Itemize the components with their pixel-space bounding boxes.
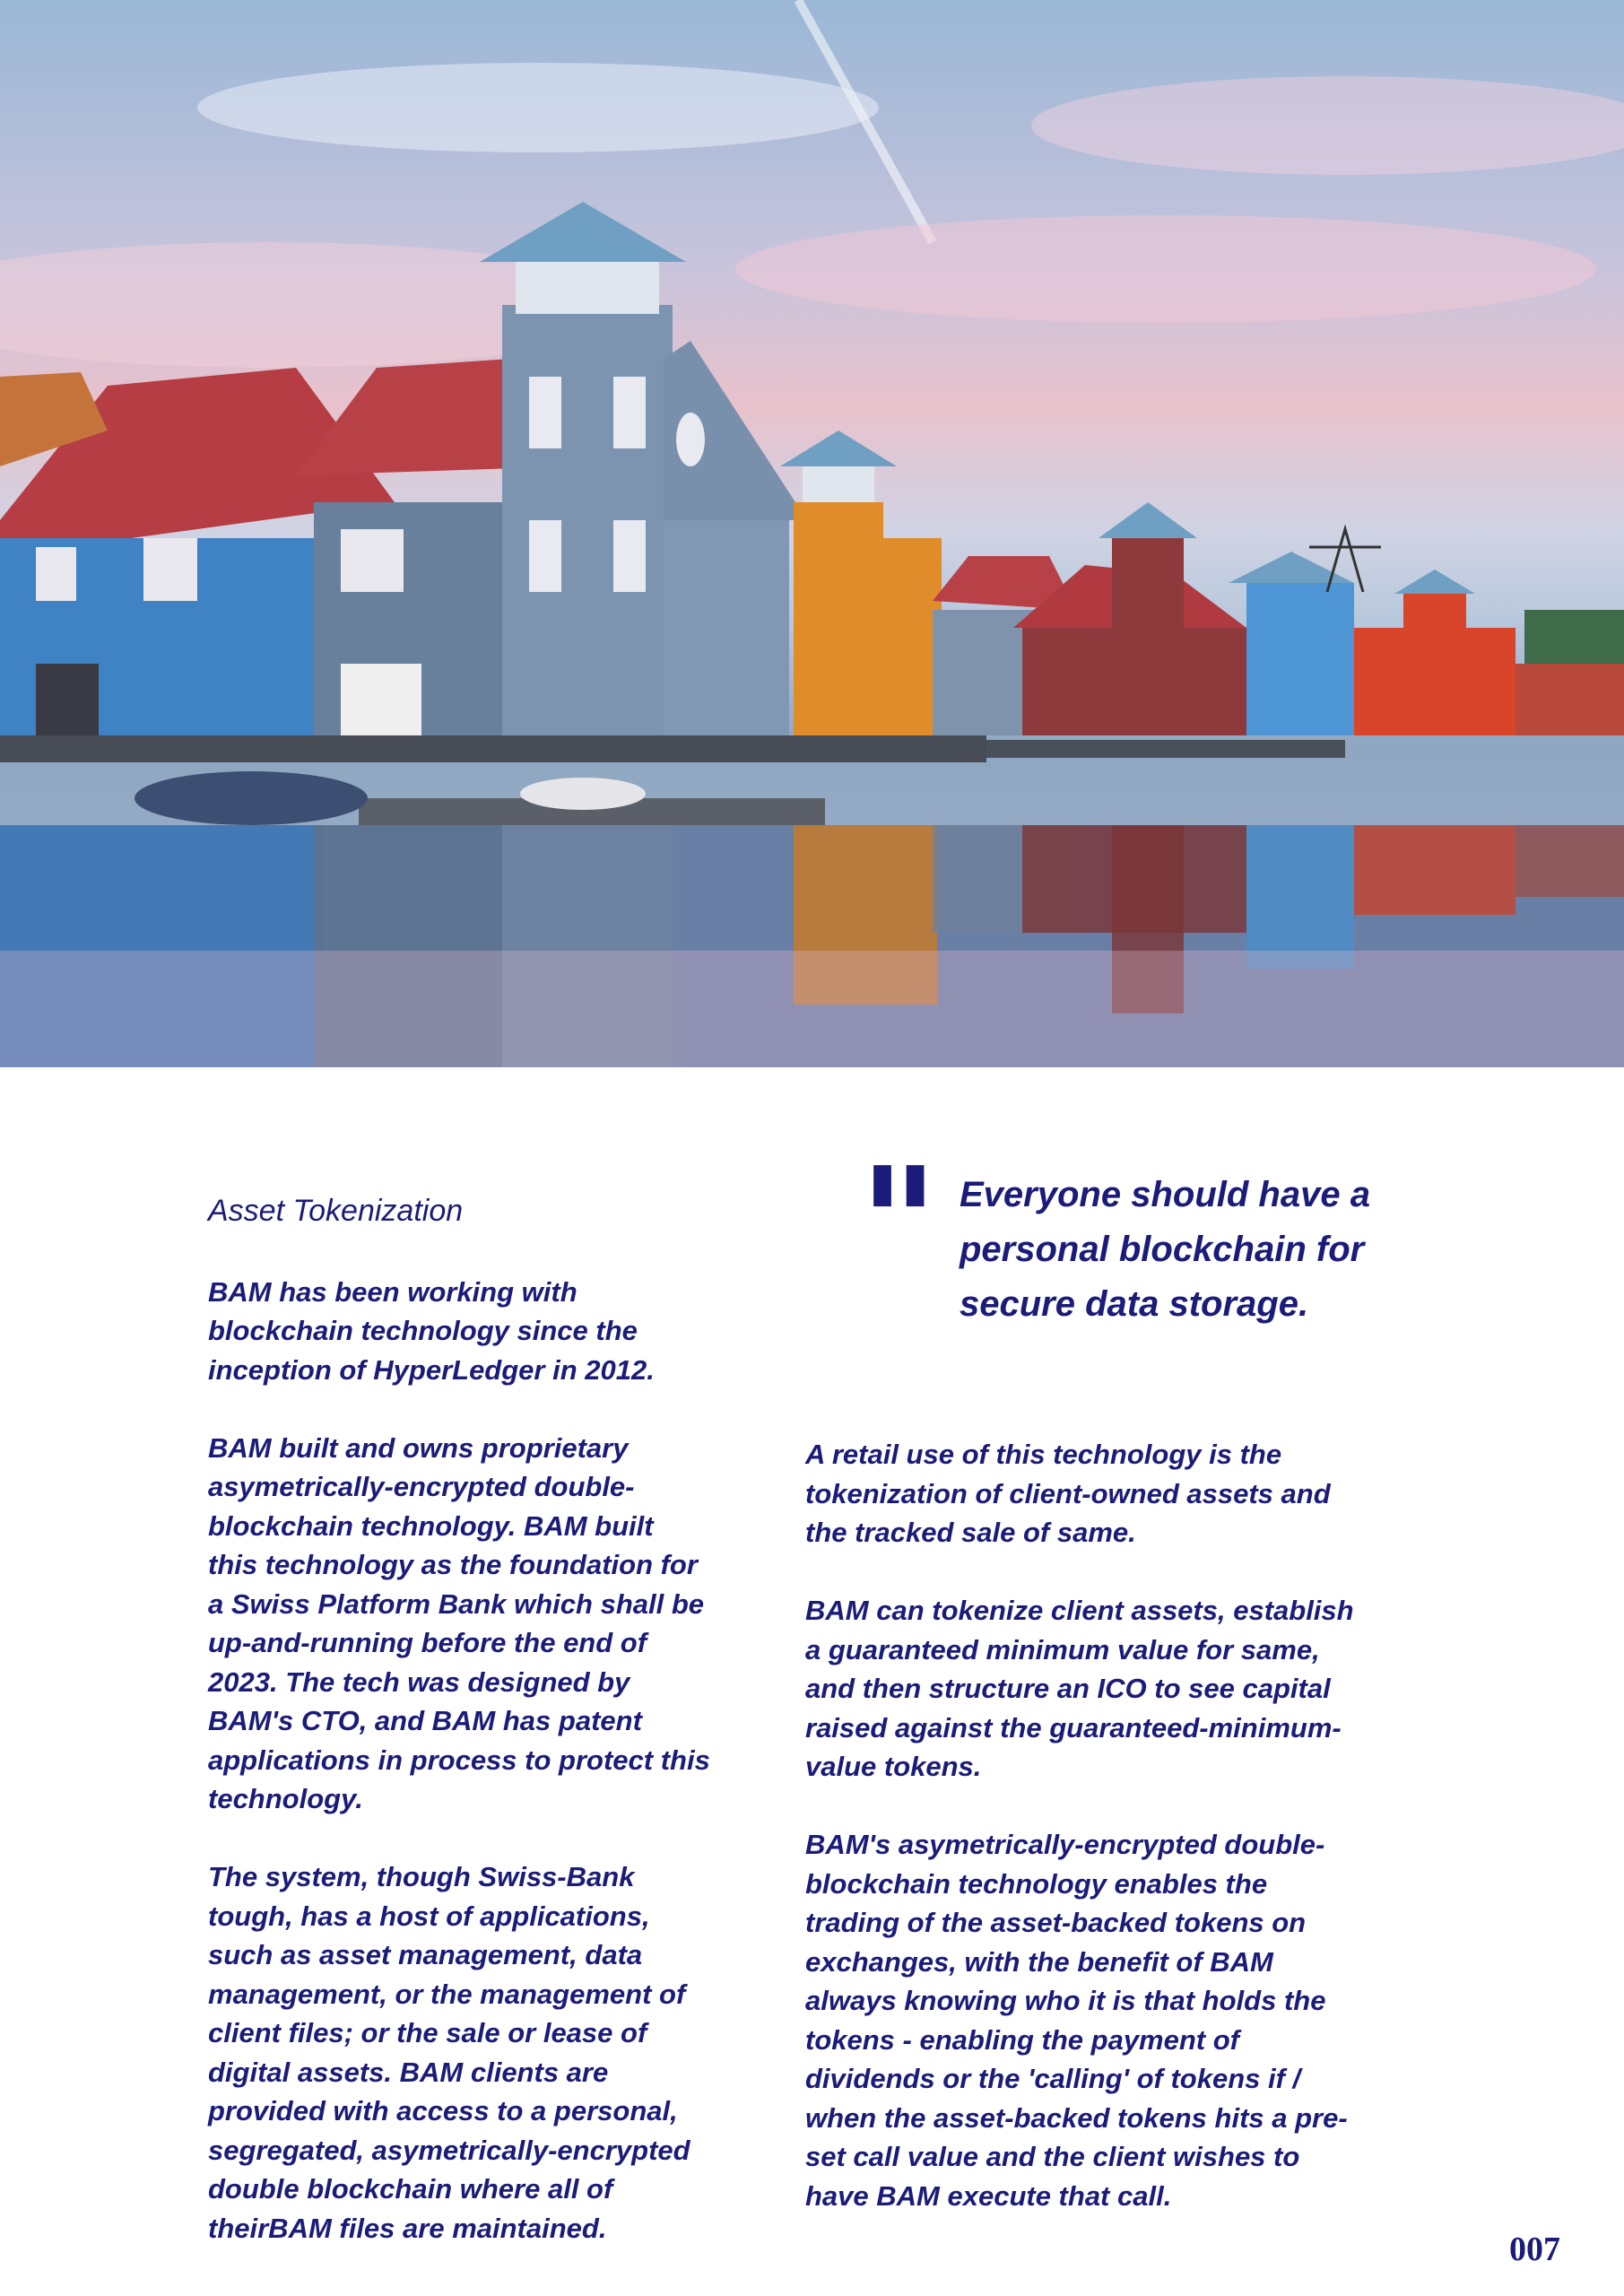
quote-mark-icon: " — [859, 1135, 930, 1313]
paragraph: A retail use of this technology is the tokenization of client-owned assets and the tracked sale of same. — [805, 1439, 1331, 1548]
houses-illustration — [0, 0, 1624, 1067]
paragraph: BAM's asymetrically-encrypted double-blockchain technology enables the trading of the asset-backed tokens on exchanges, with the benefit of BAM always knowing who it is that holds the tokens - enabling the payment of dividends or the 'calling' of tokens if / when the asset-backed tokens hits a pre-set call value and the client wishes to have BAM execute that call. — [805, 1829, 1348, 2212]
paragraph: BAM built and owns proprietary asymetrically-encrypted double-blockchain technology. BAM built this technology as the foundation for a Swiss Platform Bank which shall be up-and-running before the end of 2023. The tech was designed by BAM's CTO, and BAM has patent applications in process to protect this technology. — [208, 1431, 710, 1814]
paragraph: BAM can tokenize client assets, establish a guaranteed minimum value for same, and then structure an ICO to see capital raised against the guaranteed-minimum-value tokens. — [805, 1595, 1354, 1782]
section-title: Asset Tokenization — [208, 1194, 464, 1228]
right-text-column — [805, 1435, 1361, 2255]
left-text-column — [208, 1188, 710, 2287]
hero-photo-waterfront-houses — [0, 0, 1624, 1067]
pull-quote: Everyone should have a personal blockchain for secure data storage. — [960, 1175, 1370, 1324]
paragraph: The system, though Swiss-Bank tough, has a host of applications, such as asset management, data management, or the management of client files; or the sale or lease of digital assets. BAM clients are provided with access to a personal, segregated, asymetrically-encrypted double blockchain where all of theirBAM files are maintained. — [208, 1861, 690, 2244]
page-number: 007 — [1509, 2231, 1560, 2268]
paragraph: BAM has been working with blockchain technology since the inception of HyperLedger in 2012. — [208, 1275, 655, 1386]
